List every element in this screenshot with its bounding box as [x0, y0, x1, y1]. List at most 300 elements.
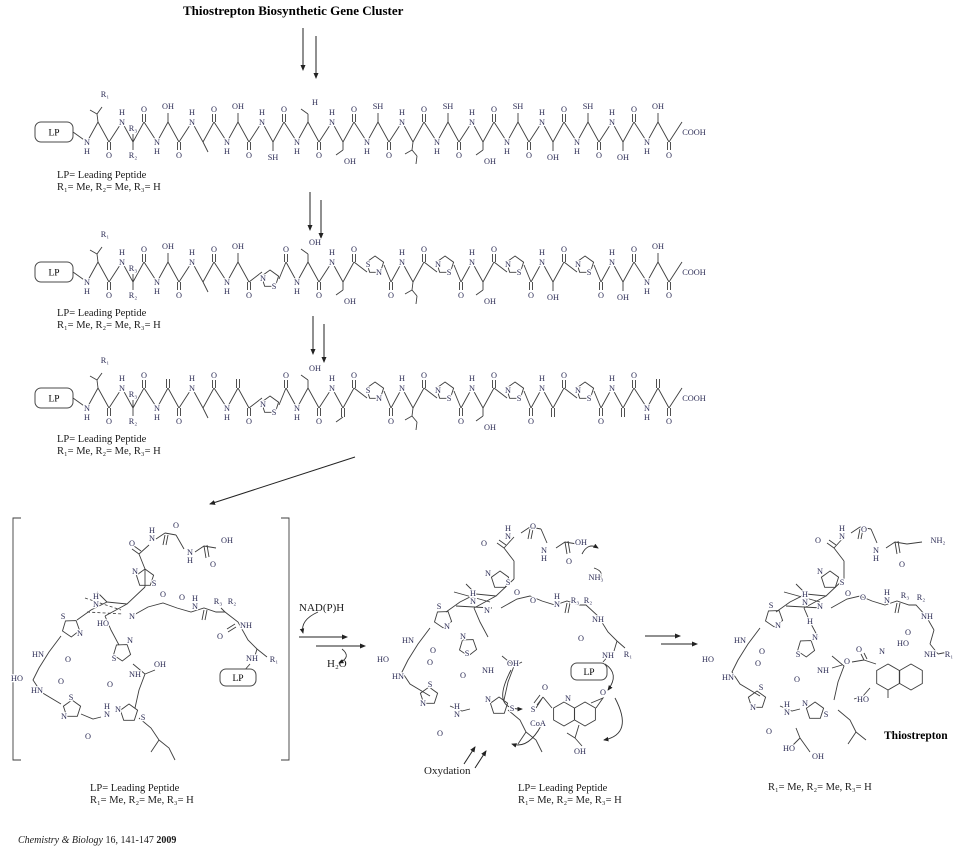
- bond: [238, 388, 249, 408]
- side-chain-label: OH: [652, 242, 664, 251]
- atom-label: N: [93, 600, 99, 609]
- backbone-n-label: N: [469, 384, 475, 393]
- backbone-h-label: H: [609, 108, 615, 117]
- atom-label: N: [802, 598, 808, 607]
- bond: [203, 262, 214, 282]
- atom-label: H: [192, 594, 198, 603]
- side-chain-bond: [476, 150, 483, 155]
- backbone-h-label: H: [399, 248, 405, 257]
- ring-heteroatom-label: N: [376, 268, 382, 277]
- carbonyl-o-label: O: [666, 417, 672, 426]
- atom-label: O: [542, 683, 548, 692]
- atom-label: HO: [702, 655, 714, 664]
- atom-label: O: [129, 539, 135, 548]
- side-chain-bond: [412, 282, 413, 290]
- nadph-curved-arrow: [303, 612, 318, 633]
- atom-label: R₂: [916, 593, 926, 602]
- side-chain-bond: [90, 376, 97, 380]
- r-legend-line: R₁= Me, R₂= Me, R₃= H: [518, 794, 622, 806]
- backbone-h-label: H: [154, 147, 160, 156]
- side-chain-bond: [301, 109, 308, 114]
- ring-heteroatom-label: S: [586, 394, 592, 403]
- oxidation-legend: [518, 783, 622, 806]
- side-chain-bond: [476, 416, 483, 421]
- atom-label: HO: [377, 655, 389, 664]
- side-chain-label: OH: [344, 297, 356, 306]
- side-chain-label: OH: [652, 102, 664, 111]
- bond: [669, 262, 682, 282]
- carbonyl-o-label: O: [211, 245, 217, 254]
- carbonyl-o-label: O: [211, 105, 217, 114]
- backbone-n-label: N: [574, 138, 580, 147]
- atom-label: O: [844, 657, 850, 666]
- atom-label: S: [436, 602, 442, 611]
- backbone-h-label: H: [329, 248, 335, 257]
- atom-label: H: [470, 589, 476, 598]
- atom-label: N: [750, 703, 756, 712]
- backbone-n-label: N: [644, 138, 650, 147]
- atom-label: R₃: [570, 596, 580, 605]
- side-chain-bond: [412, 142, 413, 150]
- atom-label: S: [505, 578, 511, 587]
- atom-label: H: [873, 554, 879, 563]
- r-legend-line: R₁= Me, R₂= Me, R₃= H: [57, 319, 161, 331]
- bond: [524, 391, 531, 408]
- atom-label: NH: [817, 666, 829, 675]
- carbonyl-o-label: O: [316, 291, 322, 300]
- backbone-h-label: H: [609, 248, 615, 257]
- carbonyl-o-label: O: [631, 105, 637, 114]
- carbonyl-o-label: O: [106, 151, 112, 160]
- ring-heteroatom-label: S: [271, 282, 277, 291]
- atom-label: H: [807, 617, 813, 626]
- atom-label: N: [115, 705, 121, 714]
- carbonyl-o-label: O: [491, 245, 497, 254]
- carbonyl-o-label: O: [283, 245, 289, 254]
- side-chain-label: R₃: [128, 390, 138, 399]
- backbone-h-label: H: [399, 374, 405, 383]
- citation: [18, 835, 176, 846]
- backbone-h-label: H: [644, 147, 650, 156]
- side-chain-label: OH: [309, 364, 321, 373]
- r-legend-line: R₁= Me, R₂= Me, R₃= H: [57, 445, 161, 457]
- atom-label: O: [530, 522, 536, 531]
- atom-label: N: [879, 647, 885, 656]
- carbonyl-o-label: O: [106, 291, 112, 300]
- side-chain-bond: [416, 422, 417, 430]
- row-2-azole-peptide: [30, 226, 746, 320]
- bond: [168, 122, 179, 142]
- row-2-legend: [57, 308, 161, 331]
- benzene-ring: [575, 702, 596, 726]
- bond: [588, 122, 599, 142]
- figure-title: Thiostrepton Biosynthetic Gene Cluster: [183, 3, 404, 18]
- backbone-n-label: N: [84, 278, 90, 287]
- lp-box-label: LP: [48, 394, 60, 405]
- backbone-n-label: N: [119, 258, 125, 267]
- atom-label: NH₂: [930, 536, 946, 545]
- bond: [483, 122, 494, 142]
- backbone-n-label: N: [224, 278, 230, 287]
- carbonyl-o-label: O: [176, 291, 182, 300]
- oxydation-label: Oxydation: [424, 765, 471, 777]
- atom-label: NH: [602, 651, 614, 660]
- atom-label: OH: [154, 660, 166, 669]
- bond: [553, 388, 564, 408]
- carbonyl-o-label: O: [561, 245, 567, 254]
- side-chain-bond: [336, 290, 343, 295]
- atom-label: S: [530, 705, 536, 714]
- side-chain-bond: [97, 373, 102, 380]
- atom-label: O: [566, 557, 572, 566]
- r-legend-line: R₁= Me, R₂= Me, R₃= H: [57, 181, 161, 193]
- side-chain-bond: [405, 150, 412, 154]
- atom-label: N: [484, 606, 490, 615]
- backbone-n-label: N: [259, 118, 265, 127]
- carbonyl-o-label: O: [631, 371, 637, 380]
- atom-label: O: [860, 593, 866, 602]
- atom-label: O: [514, 588, 520, 597]
- thiazole-ring: [806, 702, 823, 718]
- atom-label: S: [68, 693, 74, 702]
- carbonyl-o-label: O: [631, 245, 637, 254]
- side-chain-bond: [301, 249, 308, 254]
- atom-label: H: [784, 700, 790, 709]
- lp-box-label: LP: [48, 268, 60, 279]
- atom-label: N: [784, 708, 790, 717]
- carbonyl-o-label: O: [421, 371, 427, 380]
- backbone-n-label: N: [329, 118, 335, 127]
- atom-label: H: [93, 592, 99, 601]
- lp-legend-line: LP= Leading Peptide: [57, 434, 147, 445]
- atom-label: R₃: [213, 597, 223, 606]
- side-chain-bond: [203, 142, 208, 152]
- bond: [413, 122, 424, 142]
- carbonyl-o-label: O: [491, 105, 497, 114]
- left-bracket: [13, 518, 21, 760]
- backbone-n-label: N: [154, 138, 160, 147]
- atom-label: HN: [734, 636, 746, 645]
- side-chain-label: SH: [512, 102, 524, 111]
- backbone-n-label: N: [469, 118, 475, 127]
- backbone-h-label: H: [119, 248, 125, 257]
- atom-label: HN: [31, 686, 43, 695]
- row-3-dehydrated-peptide: [30, 352, 746, 446]
- atom-label: N: [812, 633, 818, 642]
- backbone-n-label: N: [84, 404, 90, 413]
- side-chain-label: R₁: [100, 90, 110, 99]
- atom-label: S: [839, 578, 845, 587]
- ring-heteroatom-label: S: [516, 394, 522, 403]
- atom-label: HN: [392, 672, 404, 681]
- backbone-n-label: N: [189, 258, 195, 267]
- carbonyl-o-label: O: [141, 245, 147, 254]
- side-chain-bond: [476, 290, 483, 295]
- backbone-n-label: N: [399, 118, 405, 127]
- atom-label: NH₃: [588, 573, 604, 582]
- ring-heteroatom-label: S: [365, 386, 371, 395]
- side-chain-bond: [90, 110, 97, 114]
- bond: [238, 262, 249, 282]
- r-legend-line: R₁= Me, R₂= Me, R₃= H: [90, 794, 194, 806]
- atom-label: N: [460, 632, 466, 641]
- carbonyl-o-label: O: [246, 291, 252, 300]
- side-chain-label: OH: [547, 153, 559, 162]
- bond: [518, 122, 529, 142]
- atom-label: H: [541, 554, 547, 563]
- bond: [594, 265, 601, 282]
- bond: [98, 122, 109, 142]
- atom-label: N: [873, 546, 879, 555]
- row-1-legend: [57, 170, 161, 193]
- right-bracket: [281, 518, 289, 760]
- bond: [384, 265, 391, 282]
- ring-heteroatom-label: S: [516, 268, 522, 277]
- backbone-h-label: H: [224, 413, 230, 422]
- backbone-h-label: H: [539, 108, 545, 117]
- side-chain-label: R₃: [128, 124, 138, 133]
- side-chain-label: OH: [232, 242, 244, 251]
- atom-label: HO: [783, 744, 795, 753]
- backbone-n-label: N: [539, 118, 545, 127]
- atom-label: N: [61, 712, 67, 721]
- carbonyl-o-label: O: [316, 151, 322, 160]
- carbonyl-o-label: O: [598, 291, 604, 300]
- bond: [413, 262, 424, 282]
- atom-label: N: [420, 699, 426, 708]
- lp-legend-line: LP= Leading Peptide: [518, 783, 608, 794]
- atom-label: N: [554, 600, 560, 609]
- carbonyl-o-label: O: [458, 417, 464, 426]
- atom-label: O: [600, 688, 606, 697]
- atom-label: O: [905, 628, 911, 637]
- side-chain-bond: [412, 290, 417, 296]
- atom-label: OH: [812, 752, 824, 761]
- oxydation-arrow: [475, 751, 486, 768]
- backbone-n-label: N: [189, 118, 195, 127]
- backbone-n-label: N: [84, 138, 90, 147]
- atom-label: O: [460, 671, 466, 680]
- backbone-n-label: N: [644, 404, 650, 413]
- atom-label: H: [149, 526, 155, 535]
- carbonyl-o-label: O: [421, 105, 427, 114]
- r-legend-line: R₁= Me, R₂= Me, R₃= H: [768, 782, 872, 793]
- carbonyl-o-label: O: [526, 151, 532, 160]
- atom-label: H: [187, 556, 193, 565]
- carbonyl-o-label: O: [246, 417, 252, 426]
- carbonyl-o-label: O: [456, 151, 462, 160]
- atom-label: N: [884, 596, 890, 605]
- ring-heteroatom-label: S: [365, 260, 371, 269]
- bond: [553, 262, 564, 282]
- bond: [658, 262, 669, 282]
- side-chain-label: SH: [582, 102, 594, 111]
- atom-label: N: [505, 532, 511, 541]
- bond: [553, 122, 564, 142]
- side-chain-bond: [405, 416, 412, 420]
- atom-label: N: [104, 710, 110, 719]
- ring-heteroatom-label: N: [260, 400, 266, 409]
- benzene-ring: [900, 664, 923, 690]
- atom-label: H: [505, 524, 511, 533]
- atom-label: N: [132, 567, 138, 576]
- macrocycle-linework: [33, 533, 267, 760]
- side-chain-label: OH: [162, 102, 174, 111]
- bond: [98, 388, 109, 408]
- backbone-n-label: N: [224, 138, 230, 147]
- backbone-n-label: N: [224, 404, 230, 413]
- atom-label: OH: [221, 536, 233, 545]
- carbonyl-o-label: O: [176, 417, 182, 426]
- bond: [168, 388, 179, 408]
- backbone-h-label: H: [294, 413, 300, 422]
- lp-box-label: LP: [583, 668, 595, 678]
- atom-label: N: [817, 602, 823, 611]
- side-chain-label: R₂: [128, 417, 138, 426]
- side-chain-label: OH: [484, 157, 496, 166]
- bond: [448, 122, 459, 142]
- backbone-h-label: H: [154, 413, 160, 422]
- atom-label: O: [430, 646, 436, 655]
- row-1-linear-peptide: [30, 86, 746, 180]
- bond: [343, 388, 354, 408]
- atom-label: HN: [402, 636, 414, 645]
- side-chain-label: OH: [232, 102, 244, 111]
- backbone-n-label: N: [539, 384, 545, 393]
- backbone-h-label: H: [294, 287, 300, 296]
- side-chain-label: OH: [617, 153, 629, 162]
- atom-label: O: [107, 680, 113, 689]
- atom-label: O: [85, 732, 91, 741]
- side-chain-bond: [412, 408, 413, 416]
- atom-label: N: [839, 532, 845, 541]
- backbone-n-label: N: [609, 258, 615, 267]
- carbonyl-o-label: O: [666, 151, 672, 160]
- atom-label: NH: [592, 615, 604, 624]
- bond: [343, 122, 354, 142]
- side-chain-bond: [405, 290, 412, 294]
- ring-heteroatom-label: S: [446, 268, 452, 277]
- atom-label: R₃: [900, 591, 910, 600]
- side-chain-bond: [203, 282, 208, 292]
- backbone-n-label: N: [434, 138, 440, 147]
- backbone-n-label: N: [294, 278, 300, 287]
- bond: [594, 391, 601, 408]
- atom-label: S: [509, 704, 515, 713]
- atom-label: O: [845, 589, 851, 598]
- atom-label: O: [530, 596, 536, 605]
- backbone-h-label: H: [329, 374, 335, 383]
- carbonyl-o-label: O: [388, 291, 394, 300]
- backbone-n-label: N: [119, 118, 125, 127]
- side-chain-label: OH: [617, 293, 629, 302]
- bond: [454, 265, 461, 282]
- side-chain-label: H: [312, 98, 318, 107]
- ring-heteroatom-label: N: [435, 386, 441, 395]
- backbone-h-label: H: [399, 108, 405, 117]
- ring-heteroatom-label: N: [435, 260, 441, 269]
- atom-label: S: [464, 649, 470, 658]
- atom-label: H: [839, 524, 845, 533]
- bond: [413, 388, 424, 408]
- side-chain-bond: [412, 150, 417, 156]
- terminal-cooh-label: COOH: [682, 128, 706, 137]
- backbone-n-label: N: [609, 384, 615, 393]
- backbone-h-label: H: [609, 374, 615, 383]
- backbone-h-label: H: [574, 147, 580, 156]
- row-3-legend: [57, 434, 161, 457]
- backbone-n-label: N: [189, 384, 195, 393]
- carbonyl-o-label: O: [388, 417, 394, 426]
- side-chain-bond: [416, 296, 417, 304]
- carbonyl-o-label: O: [351, 245, 357, 254]
- atom-label: N: [802, 699, 808, 708]
- backbone-h-label: H: [154, 287, 160, 296]
- side-chain-label: SH: [267, 153, 279, 162]
- atom-label: H: [802, 590, 808, 599]
- atom-label: S: [768, 601, 774, 610]
- atom-label: O: [794, 675, 800, 684]
- side-chain-label: OH: [162, 242, 174, 251]
- bond: [658, 388, 669, 408]
- atom-label: N: [541, 546, 547, 555]
- backbone-h-label: H: [469, 374, 475, 383]
- atom-label: S: [795, 650, 801, 659]
- backbone-h-label: H: [224, 147, 230, 156]
- bond: [279, 388, 286, 405]
- atom-label: N: [192, 602, 198, 611]
- atom-label: S: [60, 612, 66, 621]
- carbonyl-o-label: O: [596, 151, 602, 160]
- ring-heteroatom-label: N: [505, 386, 511, 395]
- backbone-n-label: N: [294, 138, 300, 147]
- atom-label: O: [179, 593, 185, 602]
- side-chain-bond: [90, 250, 97, 254]
- backbone-h-label: H: [364, 147, 370, 156]
- backbone-n-label: N: [504, 138, 510, 147]
- backbone-h-label: H: [644, 287, 650, 296]
- side-chain-bond: [97, 380, 98, 388]
- backbone-h-label: H: [469, 108, 475, 117]
- pyridine-ring: [554, 702, 575, 726]
- atom-label: N: [470, 597, 476, 606]
- bond: [483, 388, 494, 408]
- backbone-h-label: H: [189, 248, 195, 257]
- carbonyl-o-label: O: [528, 417, 534, 426]
- atom-label: N: [775, 621, 781, 630]
- backbone-h-label: H: [189, 374, 195, 383]
- atom-label: O: [759, 647, 765, 656]
- atom-label: S: [823, 710, 829, 719]
- atom-label: H: [554, 592, 560, 601]
- product-legend: [768, 782, 872, 794]
- backbone-n-label: N: [119, 384, 125, 393]
- backbone-n-label: N: [364, 138, 370, 147]
- carbonyl-o-label: O: [211, 371, 217, 380]
- carbonyl-o-label: O: [141, 371, 147, 380]
- lp-box-label: LP: [48, 128, 60, 139]
- ring-heteroatom-label: N: [260, 274, 266, 283]
- backbone-h-label: H: [644, 413, 650, 422]
- ring-heteroatom-label: S: [446, 394, 452, 403]
- ring-heteroatom-label: N: [376, 394, 382, 403]
- carbonyl-o-label: O: [281, 105, 287, 114]
- atom-label: O: [766, 727, 772, 736]
- atom-label: S: [151, 579, 157, 588]
- carbonyl-o-label: O: [141, 105, 147, 114]
- atom-label: O: [58, 677, 64, 686]
- backbone-h-label: H: [294, 147, 300, 156]
